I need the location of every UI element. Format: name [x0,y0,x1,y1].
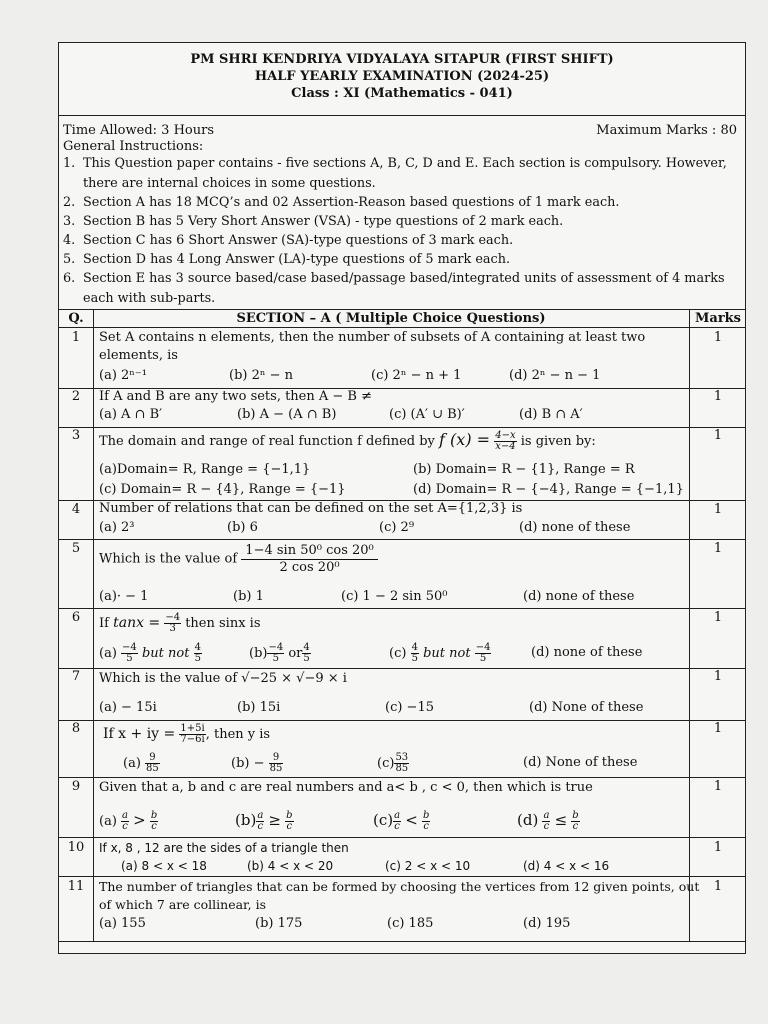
option-c: (c) Domain= R − {4}, Range = {−1} [99,482,346,497]
option-d: (d) none of these [519,520,631,535]
option-b: (b) 1 [233,589,264,604]
option-b: (b) Domain= R − {1}, Range = R [413,462,635,477]
option-d: (d) None of these [523,755,638,770]
option-b: (b) $\frac{-4}{5}$ or $\frac{4}{5}$ [249,642,310,664]
option-a: (a) 2³ [99,520,135,535]
col-q-header: Q. [68,311,84,326]
row-rule [59,668,745,669]
maximum-marks: Maximum Marks : 80 [596,123,737,138]
option-c: (c) 2 < x < 10 [385,859,471,873]
instruction-5: 5. Section D has 4 Long Answer (LA)-type questions of 5 mark each. [63,252,511,267]
instruction-1: 1. This Question paper contains - five sections A, B, C, D and E. Each section is compulsory. However, there are internal choices in some questions. [63,156,727,191]
option-b: (b) 15i [237,700,281,715]
row-rule [59,539,745,540]
instruction-6: 6. Section E has 3 source based/case based/passage based/integrated units of assessment of 4 marks each with sub-parts. [63,271,725,306]
instruction-3: 3. Section B has 5 Very Short Answer (VSA) - type questions of 2 mark each. [63,214,564,229]
option-c: (c) 2ⁿ − n + 1 [371,368,462,383]
option-d: (d) none of these [523,589,635,604]
option-c: (c) 2⁹ [379,520,415,535]
question-text: The number of triangles that can be formed by choosing the vertices from 12 given points, out of which 7 are collinear, is [99,879,700,912]
question-number: 4 [71,502,81,517]
question-mark: 1 [713,389,723,404]
question-number: 1 [71,330,81,345]
option-c: (c) $\frac{a}{c}$ < $\frac{b}{c}$ [373,810,430,832]
question-text: Which is the value of √−25 × √−9 × i [99,671,347,686]
option-a: (a)Domain= R, Range = {−1,1} [99,462,311,477]
option-b: (b) 2ⁿ − n [229,368,294,383]
time-allowed: Time Allowed: 3 Hours [63,123,214,138]
question-number: 10 [67,840,85,855]
question-mark: 1 [713,428,723,443]
question-mark: 1 [713,669,723,684]
question-number: 7 [71,669,81,684]
header-divider [59,115,745,116]
question-text: If x, 8 , 12 are the sides of a triangle then [99,841,349,855]
option-a: (a) 8 < x < 18 [121,859,207,873]
question-text: Number of relations that can be defined on the set A={1,2,3} is [99,501,523,516]
question-text: If A and B are any two sets, then A − B ≠ [99,389,373,404]
question-mark: 1 [713,610,723,625]
question-mark: 1 [713,541,723,556]
question-mark: 1 [713,330,723,345]
option-a: (a) $\frac{9}{85}$ [123,752,159,774]
question-mark: 1 [713,779,723,794]
row-rule [59,837,745,838]
option-b: (b) 4 < x < 20 [247,859,334,873]
option-d: (d) B ∩ A′ [519,407,583,422]
option-d: (d) $\frac{a}{c}$ ≤ $\frac{b}{c}$ [517,810,579,832]
table-bottom-rule [59,941,745,942]
option-a: (a) 155 [99,916,146,931]
question-mark: 1 [713,502,723,517]
row-rule [59,876,745,877]
question-number: 9 [71,779,81,794]
option-a: (a) A ∩ B′ [99,407,163,422]
row-rule [59,427,745,428]
option-d: (d) Domain= R − {−4}, Range = {−1,1} [413,482,684,497]
row-rule [59,327,745,328]
question-text: Which is the value of $\frac{\text{1−4 sin 50⁰ cos 20⁰}}{\text{2 cos 20⁰}}$ [99,543,378,576]
question-number: 2 [71,389,81,404]
option-c: (c) 1 − 2 sin 50⁰ [341,589,448,604]
question-text: Given that a, b and c are real numbers and a< b , c < 0, then which is true [99,780,593,795]
question-number: 3 [71,428,81,443]
option-b: (b) 175 [255,916,303,931]
row-rule [59,720,745,721]
question-number: 5 [71,541,81,556]
question-mark: 1 [713,840,723,855]
option-a: (a)· − 1 [99,589,149,604]
option-c: (c) −15 [385,700,434,715]
table-top-rule [59,309,745,310]
question-mark: 1 [713,879,723,894]
question-text: If x + iy = $\frac{1+5i}{7-6i}$ , then y is [103,723,271,745]
paper-header [59,51,745,102]
option-b: (b) A − (A ∩ B) [237,407,337,422]
exam-title: HALF YEARLY EXAMINATION (2024-25) [254,69,550,84]
school-name: PM SHRI KENDRIYA VIDYALAYA SITAPUR (FIRST SHIFT) [190,52,614,67]
option-b: (b) 6 [227,520,258,535]
option-d: (d) 2ⁿ − n − 1 [509,368,601,383]
option-a: (a) 2ⁿ⁻¹ [99,368,147,383]
option-c: (c) 185 [387,916,434,931]
option-a: (a) − 15i [99,700,157,715]
section-a-header: SECTION – A ( Multiple Choice Questions) [236,311,546,326]
option-d: (d) None of these [529,700,644,715]
question-number: 8 [71,721,81,736]
option-c: (c) $\frac{4}{5}$ but not $\frac{-4}{5}$ [389,642,491,664]
option-c: (c) (A′ ∪ B)′ [389,407,465,422]
question-number: 6 [71,610,81,625]
option-b: (b) − $\frac{9}{85}$ [231,752,283,774]
row-rule [59,608,745,609]
question-text: If tanx = $\frac{-4}{3}$ then sinx is [99,612,261,634]
option-a: (a) $\frac{-4}{5}$ but not $\frac{4}{5}$ [99,642,201,664]
instructions-title: General Instructions: [63,139,204,154]
option-d: (d) 4 < x < 16 [523,859,610,873]
column-rule [93,309,94,941]
option-c: (c) $\frac{53}{85}$ [377,752,409,774]
col-marks-header: Marks [695,311,741,326]
option-d: (d) none of these [531,645,643,660]
instruction-2: 2. Section A has 18 MCQ’s and 02 Assertion-Reason based questions of 1 mark each. [63,195,620,210]
question-mark: 1 [713,721,723,736]
option-d: (d) 195 [523,916,571,931]
class-subject: Class : XI (Mathematics - 041) [291,86,513,101]
option-b: (b) $\frac{a}{c}$ ≥ $\frac{b}{c}$ [235,810,293,832]
question-paper [58,42,746,954]
question-text: Set A contains n elements, then the number of subsets of A containing at least two elements, is [99,330,646,363]
option-a: (a) $\frac{a}{c}$ > $\frac{b}{c}$ [99,810,158,832]
row-rule [59,777,745,778]
question-number: 11 [67,879,85,894]
question-text: The domain and range of real function f defined by f (x) = $\frac{4-x}{x-4}$ is given by: [99,430,596,452]
instruction-4: 4. Section C has 6 Short Answer (SA)-type questions of 3 mark each. [63,233,514,248]
